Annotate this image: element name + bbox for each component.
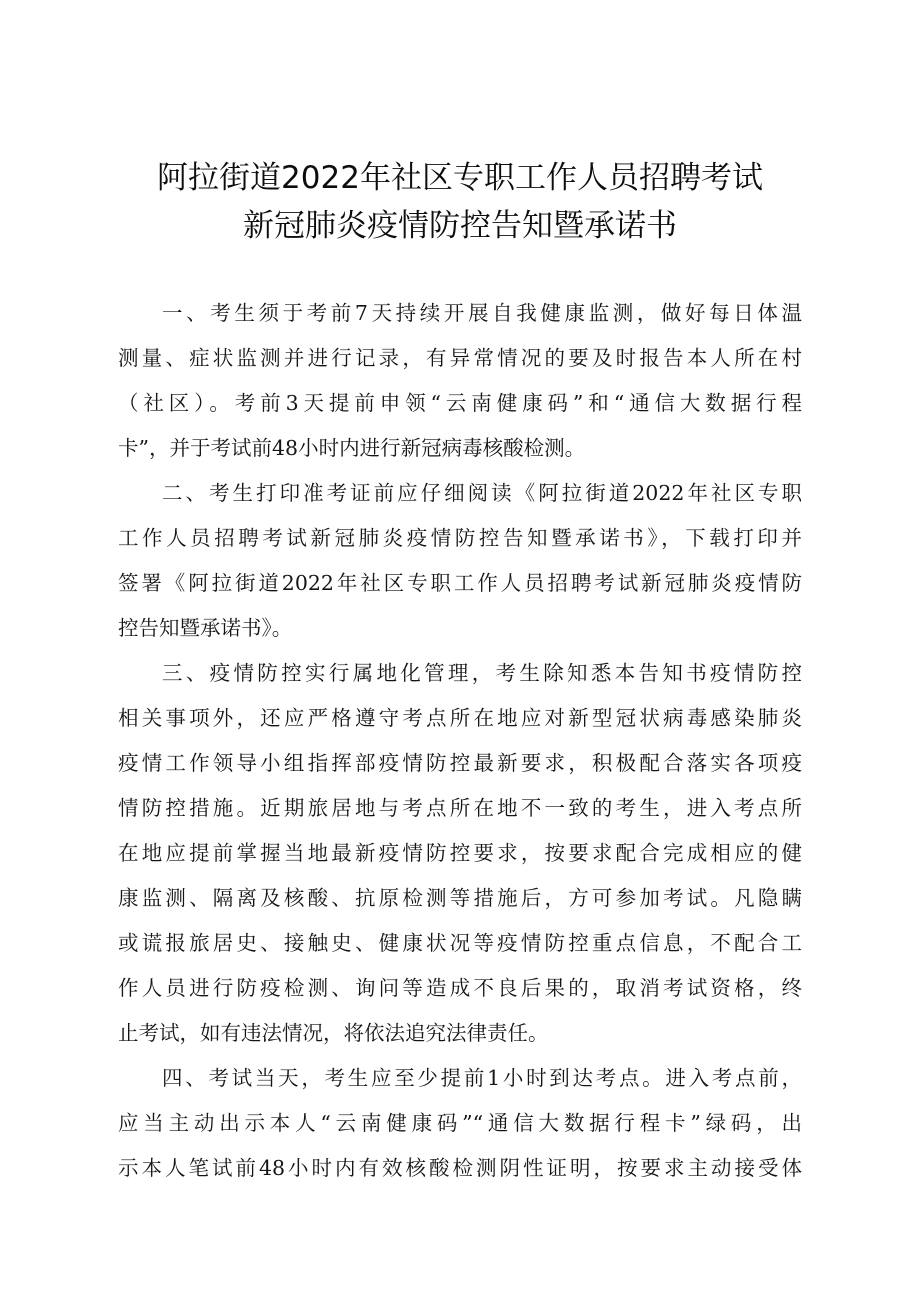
paragraph-line: 疫情工作领导小组指挥部疫情防控最新要求，积极配合落实各项疫 [118,751,802,775]
paragraph-line: 相关事项外，还应严格遵守考点所在地应对新型冠状病毒感染肺炎 [118,706,802,730]
paragraph-line: 签署《阿拉街道2022年社区专职工作人员招聘考试新冠肺炎疫情防 [118,571,802,595]
document-title-line-2: 新冠肺炎疫情防控告知暨承诺书 [243,208,677,244]
paragraph-line: 应当主动出示本人“云南健康码”“通信大数据行程卡”绿码，出 [118,1111,802,1135]
paragraph-line: 康监测、隔离及核酸、抗原检测等措施后，方可参加考试。凡隐瞒 [118,886,802,910]
paragraph-line: 三、疫情防控实行属地化管理，考生除知悉本告知书疫情防控 [162,661,802,685]
paragraph-line: 控告知暨承诺书》。 [118,616,293,640]
paragraph-line: （社区）。考前3天提前申领“云南健康码”和“通信大数据行程 [118,391,802,415]
paragraph-line: 测量、症状监测并进行记录，有异常情况的要及时报告本人所在村 [118,346,802,370]
paragraph-line: 卡”，并于考试前48小时内进行新冠病毒核酸检测。 [118,436,586,460]
paragraph-line: 四、考试当天，考生应至少提前1小时到达考点。进入考点前， [162,1066,802,1090]
paragraph-line: 示本人笔试前48小时内有效核酸检测阴性证明，按要求主动接受体 [118,1156,802,1180]
paragraph-line: 工作人员招聘考试新冠肺炎疫情防控告知暨承诺书》，下载打印并 [118,526,802,550]
paragraph-line: 在地应提前掌握当地最新疫情防控要求，按要求配合完成相应的健 [118,841,802,865]
paragraph-line: 情防控措施。近期旅居地与考点所在地不一致的考生，进入考点所 [118,796,802,820]
document-title-line-1: 阿拉街道2022年社区专职工作人员招聘考试 [157,160,763,196]
paragraph-line: 一、考生须于考前7天持续开展自我健康监测，做好每日体温 [162,301,802,325]
paragraph-line: 二、考生打印准考证前应仔细阅读《阿拉街道2022年社区专职 [162,481,802,505]
paragraph-line: 止考试，如有违法情况，将依法追究法律责任。 [118,1021,549,1045]
paragraph-line: 作人员进行防疫检测、询问等造成不良后果的，取消考试资格，终 [118,976,802,1000]
paragraph-line: 或谎报旅居史、接触史、健康状况等疫情防控重点信息，不配合工 [118,931,802,955]
